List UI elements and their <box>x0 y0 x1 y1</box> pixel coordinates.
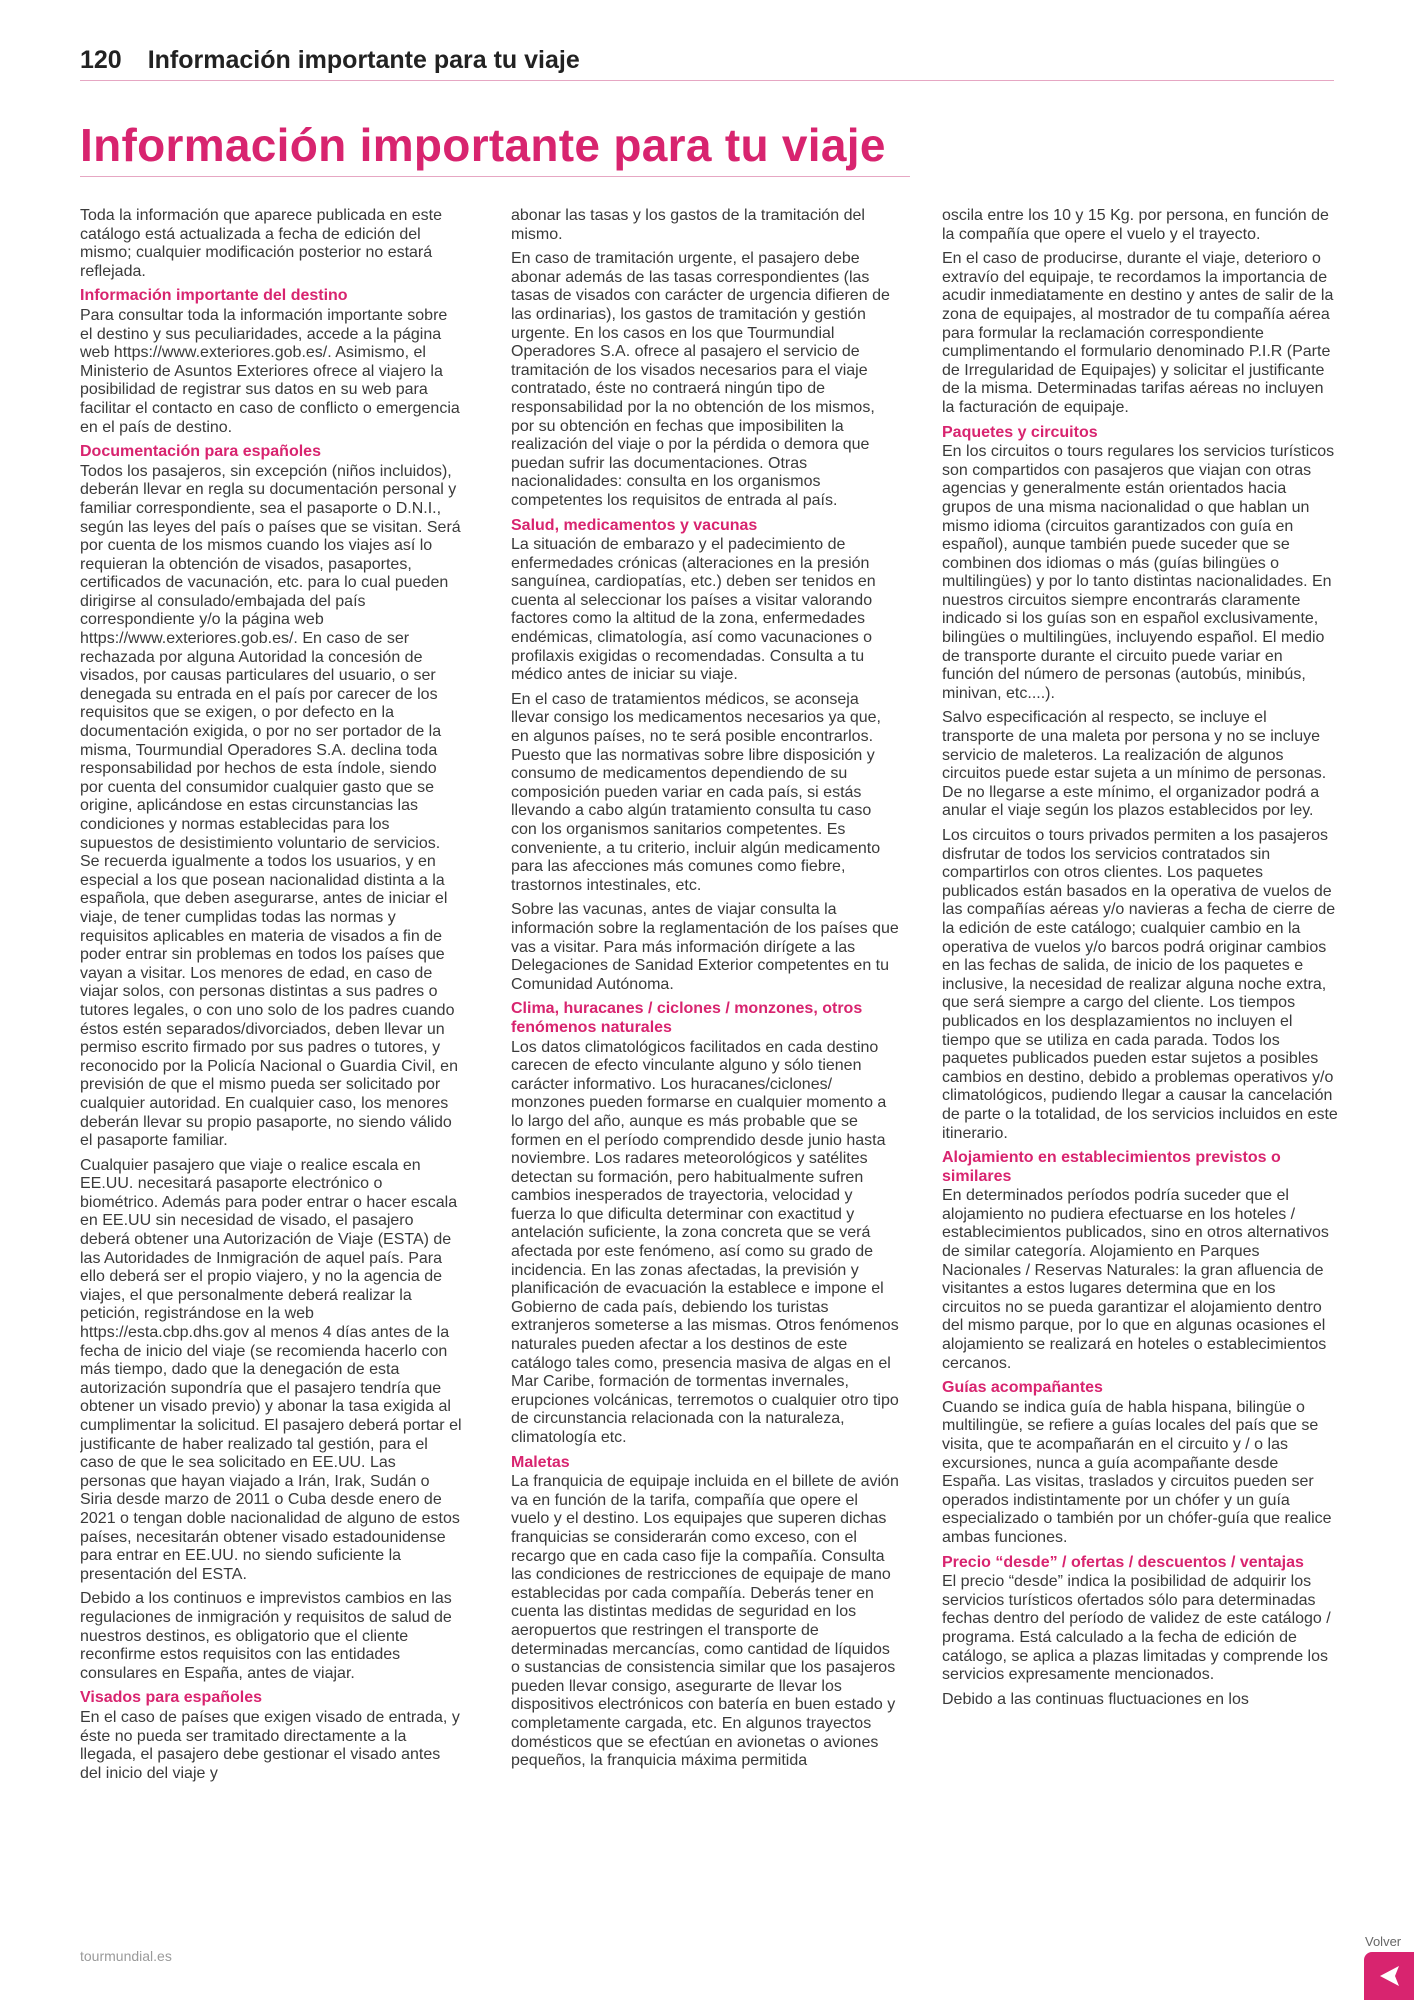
paragraph: En el caso de tratamientos médicos, se aconseja llevar consigo los medicamentos necesarios ya que, en algunos países, no te será posible encontrarlos. Puesto que las normativas sobre libre disposición y consumo de medicamentos dependiendo de su composición pueden variar en cada país, si estás llevando a cabo algún tratamiento consulta tu caso con los organismos sanitarios competentes. Es conveniente, a tu criterio, incluir algún medicamento para las afecciones más comunes como fiebre, trastornos intestinales, etc. <box>511 690 881 894</box>
text-column-3 <box>942 207 1338 1927</box>
paragraph: Toda la información que aparece publicada en este catálogo está actualizada a fecha de edición del mismo; cualquier modificación posterior no estará reflejada. <box>80 207 443 280</box>
section-heading: Maletas <box>511 1453 570 1471</box>
paragraph: En caso de tramitación urgente, el pasajero debe abonar además de las tasas correspondientes (las tasas de visados con carácter de urgencia difieren de las ordinarias), los gastos de tramitación y gestión urgente. En los casos en los que Tourmundial Operadores S.A. ofrece al pasajero el servicio de tramitación de los visados necesarios para el viaje contratado, éste no contraerá ningún tipo de responsabilidad por la no obtención de los mismos, por su obtención en fechas que imposibiliten la realización del viaje o por la pérdida o demora que puedan sufrir las documentaciones. Otras nacionalidades: consulta en los organismos competentes los requisitos de entrada al país. <box>511 250 890 509</box>
paragraph: La franquicia de equipaje incluida en el billete de avión va en función de la tarifa, compañía que opere el vuelo y el destino. Los equipajes que superen dichas franquicias se considerarán como exceso, con el recargo que en cada caso fije la compañía. Consulta las condiciones de restricciones de equipaje de mano establecidas por cada compañía. Deberás tener en cuenta las distintas medidas de seguridad en los aeropuertos que restringen el transporte de determinadas mercancías, como cantidad de líquidos o sustancias de consistencia similar que los pasajeros pueden llevar consigo, asegurarte de llevar los dispositivos electrónicos con batería en buen estado y completamente cargada, etc. En algunos trayectos domésticos que se efectúan en avionetas o aviones pequeños, la franquicia máxima permitida <box>511 1473 899 1770</box>
paragraph: En los circuitos o tours regulares los servicios turísticos son compartidos con pasajeros que viajan con otras agencias y generalmente están orientados hacia grupos de una misma nacionalidad o que hablan un mismo idioma (circuitos garantizados con guía en español), aunque también puede suceder que se combinen dos idiomas o más (guías bilingües o multilingües) y por lo tanto distintas nacionalidades. En nuestros circuitos siempre encontrarás claramente indicado si los guías son en español exclusivamente, bilingües o multilingües, incluyendo español. El medio de transporte durante el circuito puede variar en función del número de personas (autobús, minibús, minivan, etc....). <box>942 443 1335 702</box>
page-title: Información importante para tu viaje <box>80 119 886 171</box>
paragraph: Debido a las continuas fluctuaciones en los <box>942 1690 1249 1708</box>
footer-url[interactable]: tourmundial.es <box>80 1948 172 1964</box>
paragraph: El precio “desde” indica la posibilidad de adquirir los servicios turísticos ofertados sólo para determinadas fechas dentro del período de validez de este catálogo / programa. Está calculado a la fecha de edición de catálogo, se aplica a plazas limitadas y comprende los servicios expresamente mencionados. <box>942 1573 1331 1684</box>
paragraph: Los circuitos o tours privados permiten a los pasajeros disfrutar de todos los servicios contratados sin compartirlos con otros clientes. Los paquetes publicados están basados en la operativa de vuelos de las compañías aéreas y/o navieras a fecha de cierre de la edición de este catálogo; cualquier cambio en la operativa de vuelos y/o barcos podrá originar cambios en las fechas de salida, de inicio de los paquetes e inclusive, la necesidad de realizar alguna noche extra, que será siempre a cargo del cliente. Los tiempos publicados en los desplazamientos no incluyen el tiempo que se utiliza en cada parada. Todos los paquetes publicados pueden estar sujetos a posibles cambios en destino, debido a problemas operativos y/o climatológicos, pudiendo llegar a causar la cancelación de parte o la totalidad, de los servicios incluidos en este itinerario. <box>942 827 1338 1142</box>
paragraph: Todos los pasajeros, sin excepción (niños incluidos), deberán llevar en regla su documentación personal y familiar correspondiente, sea el pasaporte o D.N.I., según las leyes del país o países que se visitan. Será por cuenta de los mismos cuando los viajes así lo requieran la obtención de visados, pasaportes, certificados de vacunación, etc. para lo cual pueden dirigirse al consulado/embajada del país correspondiente y/o la página web https://www.exteriores.gob.es/. En caso de ser rechazada por alguna Autoridad la concesión de visados, por causas particulares del usuario, o ser denegada su entrada en el país por carecer de los requisitos que se exigen, o por defecto en la documentación exigida, o por no ser portador de la misma, Tourmundial Operadores S.A. declina toda responsabilidad por hechos de esta índole, siendo por cuenta del consumidor cualquier gasto que se origine, aplicándose en estas circunstancias las condiciones y normas establecidas para los supuestos de desistimiento voluntario de servicios. Se recuerda igualmente a todos los usuarios, y en especial a los que posean nacionalidad distinta a la española, que deben asegurarse, antes de iniciar el viaje, de tener cumplidas todas las normas y requisitos aplicables en materia de visados a fin de poder entrar sin problemas en todos los países que vayan a visitar. Los menores de edad, en caso de viajar solos, con personas distintas a sus padres o tutores legales, o con uno solo de los padres cuando éstos estén separados/divorciados, deben llevar un permiso escrito firmado por sus padres o tutores, y reconocido por la Policía Nacional o Guardia Civil, en previsión de que el mismo pueda ser solicitado por cualquier autoridad. En cualquier caso, los menores deberán llevar su propio pasaporte, no siendo válido el pasaporte familiar. <box>80 462 461 1150</box>
text-column-1 <box>80 207 462 1927</box>
paragraph: En el caso de países que exigen visado de entrada, y éste no pueda ser tramitado directamente a la llegada, el pasajero debe gestionar el visado antes del inicio del viaje y <box>80 1708 460 1782</box>
paragraph: La situación de embarazo y el padecimiento de enfermedades crónicas (alteraciones en la presión sanguínea, cardiopatías, etc.) deben ser tenidos en cuenta al seleccionar los países a visitar valorando factores como la altitud de la zona, enfermedades endémicas, climatología, así como vacunaciones o profilaxis exigidas o recomendadas. Consulta a tu médico antes de iniciar su viaje. <box>511 536 876 684</box>
paragraph: Cualquier pasajero que viaje o realice escala en EE.UU. necesitará pasaporte electrónico o biométrico. Además para poder entrar o hacer escala en EE.UU sin necesidad de visado, el pasajero deberá obtener una Autorización de Viaje (ESTA) de las Autoridades de Inmigración de aquel país. Para ello deberá ser el propio viajero, y no la agencia de viajes, el que personalmente deberá realizar la petición, registrándose en la web https://esta.cbp.dhs.gov al menos 4 días antes de la fecha de inicio del viaje (se recomienda hacerlo con más tiempo, dado que la denegación de esta autorización supondría que el pasajero tendría que obtener un visado previo) y abonar la tasa exigida al cumplimentar la solicitud. El pasajero deberá portar el justificante de haber realizado tal gestión, para el caso de que le sea solicitado en EE.UU. Las personas que hayan viajado a Irán, Irak, Sudán o Siria desde marzo de 2011 o Cuba desde enero de 2021 o tengan doble nacionalidad de alguno de estos países, necesitarán obtener visado estadounidense para entrar en EE.UU. no siendo suficiente la presentación del ESTA. <box>80 1156 462 1583</box>
section-heading: Información importante del destino <box>80 287 348 305</box>
paragraph: Los datos climatológicos facilitados en cada destino carecen de efecto vinculante alguno y sólo tienen carácter informativo. Los huracanes/ciclones/ monzones pueden formarse en cualquier momento a lo largo del año, aunque es más probable que se formen en el período comprendido desde junio hasta noviembre. Los radares meteorológicos y satélites detectan su formación, pero habitualmente sufren cambios inesperados de trayectoria, velocidad y fuerza lo que dificulta determinar con exactitud y antelación suficiente, la zona concreta que se verá afectada por este fenómeno, así como su grado de incidencia. En las zonas afectadas, la previsión y planificación de evacuación la establece e impone el Gobierno de cada país, debiendo los turistas extranjeros someterse a las mismas. Otros fenómenos naturales pueden afectar a los destinos de este catálogo tales como, presencia masiva de algas en el Mar Caribe, formación de tormentas invernales, erupciones volcánicas, terremotos o cualquier otro tipo de circunstancia relacionada con la naturaleza, climatología etc. <box>511 1038 899 1446</box>
paragraph: En el caso de producirse, durante el viaje, deterioro o extravío del equipaje, te recordamos la importancia de acudir inmediatamente en destino y antes de salir de la zona de equipajes, al mostrador de tu compañía aérea para formular la reclamación correspondiente cumplimentando el formulario denominado P.I.R (Parte de Irregularidad de Equipajes) y solicitar el justificante de la misma. Determinadas tarifas aéreas no incluyen la facturación de equipaje. <box>942 250 1334 416</box>
section-heading: Clima, huracanes / ciclones / monzones, otros fenómenos naturales <box>511 1000 863 1036</box>
section-heading: Alojamiento en establecimientos previstos o similares <box>942 1149 1281 1185</box>
paragraph: En determinados períodos podría suceder que el alojamiento no pudiera efectuarse en los hoteles / establecimientos publicados, sino en otros alternativos de similar categoría. Alojamiento en Parques Nacionales / Reservas Naturales: la gran afluencia de visitantes a estos lugares determina que en los circuitos no se pueda garantizar el alojamiento dentro del mismo parque, por lo que en algunas ocasiones el alojamiento se realizará en hoteles o establecimientos cercanos. <box>942 1187 1329 1372</box>
paragraph: Salvo especificación al respecto, se incluye el transporte de una maleta por persona y no se incluye servicio de maleteros. La realización de algunos circuitos puede estar sujeta a un mínimo de personas. De no llegarse a este mínimo, el organizador podrá a anular el viaje según los plazos establecidos por ley. <box>942 709 1327 820</box>
title-divider <box>80 176 910 177</box>
paragraph: Cuando se indica guía de habla hispana, bilingüe o multilingüe, se refiere a guías locales del país que se visita, que te acompañarán en el circuito y / o las excursiones, nunca a guía acompañante desde España. Las visitas, traslados y circuitos pueden ser operados indistintamente por un chófer y un guía especializado o también por un chófer-guía que realice ambas funciones. <box>942 1398 1332 1546</box>
section-heading: Salud, medicamentos y vacunas <box>511 516 758 534</box>
paragraph: oscila entre los 10 y 15 Kg. por persona, en función de la compañía que opere el vuelo y el trayecto. <box>942 207 1329 243</box>
section-heading: Documentación para españoles <box>80 443 321 461</box>
back-label[interactable]: Volver <box>1365 1934 1402 1949</box>
page-number: 120 <box>80 46 122 74</box>
back-button[interactable] <box>1364 1952 1414 2000</box>
section-heading: Paquetes y circuitos <box>942 423 1098 441</box>
paragraph: Para consultar toda la información importante sobre el destino y sus peculiaridades, accede a la página web https://www.exteriores.gob.es/. Asimismo, el Ministerio de Asuntos Exteriores ofrece al viajero la posibilidad de registrar sus datos en su web para facilitar el contacto en caso de conflicto o emergencia en el país de destino. <box>80 306 460 436</box>
paragraph: Sobre las vacunas, antes de viajar consulta la información sobre la reglamentación de los países que vas a visitar. Para más información dirígete a las Delegaciones de Sanidad Exterior competentes en tu Comunidad Autónoma. <box>511 901 899 993</box>
section-heading: Precio “desde” / ofertas / descuentos / ventajas <box>942 1553 1304 1571</box>
running-header-title: Información importante para tu viaje <box>147 46 580 74</box>
arrow-left-icon <box>1374 1961 1404 1991</box>
text-column-2 <box>511 207 899 1927</box>
paragraph: Debido a los continuos e imprevistos cambios en las regulaciones de inmigración y requisitos de salud de nuestros destinos, es obligatorio que el cliente reconfirme estos requisitos con las entidades consulares en España, antes de viajar. <box>80 1590 452 1682</box>
paragraph: abonar las tasas y los gastos de la tramitación del mismo. <box>511 207 865 243</box>
section-heading: Guías acompañantes <box>942 1379 1103 1397</box>
running-header <box>80 46 1334 81</box>
section-heading: Visados para españoles <box>80 1689 263 1707</box>
